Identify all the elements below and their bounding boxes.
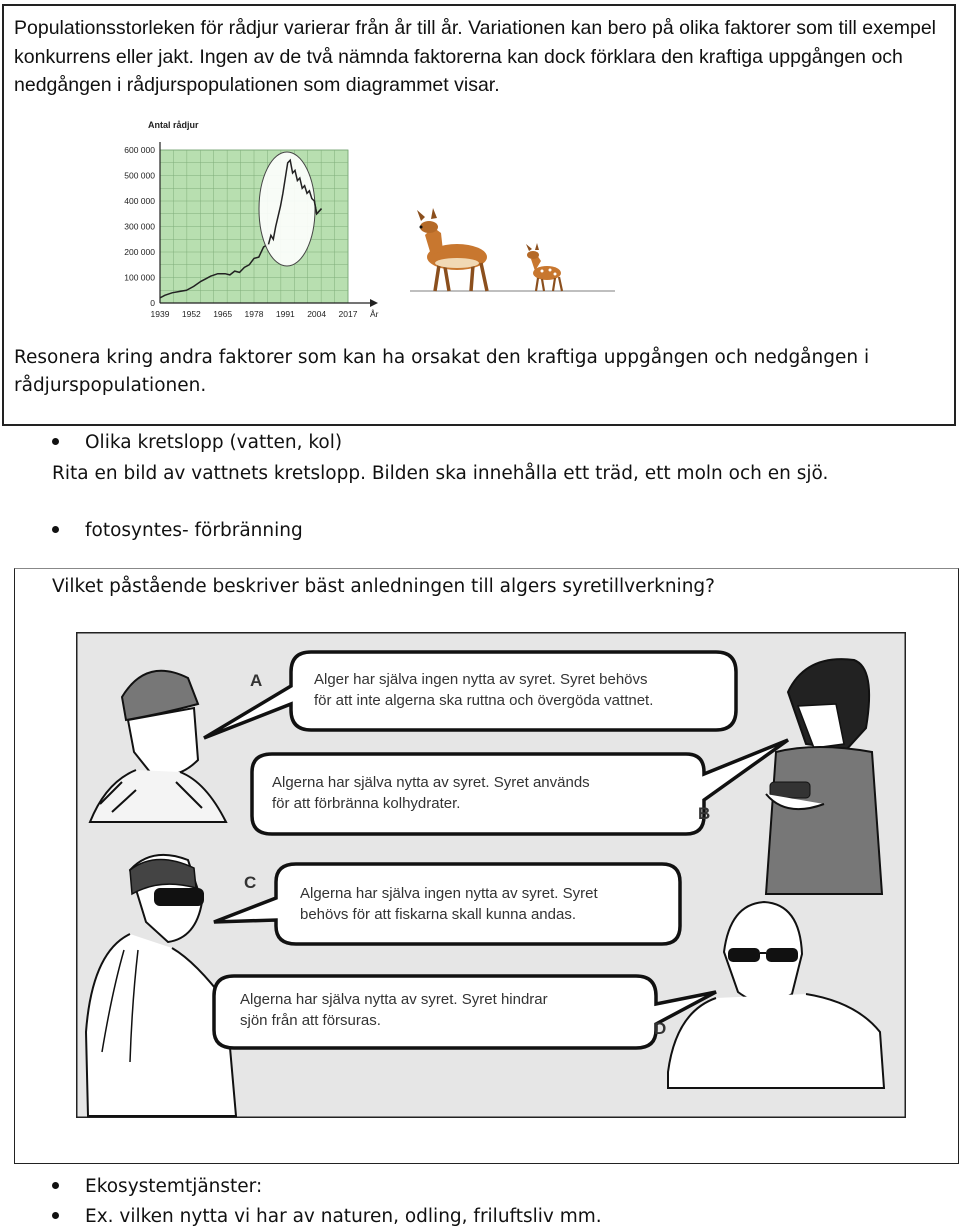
- question-text: Vilket påstående beskriver bäst anledningen till algers syretillverkning?: [52, 576, 715, 597]
- bullet-cycles-text: Olika kretslopp (vatten, kol): [85, 432, 343, 453]
- algae-oxygen-comic: [76, 632, 906, 1118]
- svg-text:för att förbränna kolhydrater.: för att förbränna kolhydrater.: [272, 795, 461, 812]
- bullet-dot: [52, 438, 59, 445]
- y-tick-label: 200 000: [124, 247, 155, 257]
- bullet-example: [52, 1206, 602, 1227]
- bullet-photosynthesis-text: fotosyntes- förbränning: [85, 520, 303, 541]
- x-tick-label: 2004: [307, 309, 327, 319]
- y-tick-label: 400 000: [124, 196, 155, 206]
- bullet-ecosystem-services-text: Ekosystemtjänster:: [85, 1176, 263, 1197]
- svg-text:Algerna har själva ingen nytta: Algerna har själva ingen nytta av syret. Syret: [300, 885, 598, 902]
- x-tick-label: 1991: [275, 309, 295, 319]
- bullet-cycles: [52, 432, 342, 453]
- speech-bubble-c: [214, 864, 680, 944]
- svg-text:sjön från att försuras.: sjön från att försuras.: [240, 1012, 381, 1029]
- y-tick-label: 100 000: [124, 272, 155, 283]
- svg-text:för att inte algerna ska ruttn: för att inte algerna ska ruttna och övergöda vattnet.: [314, 692, 654, 709]
- x-axis-arrow: [370, 299, 378, 307]
- svg-text:behövs för att fiskarna skall: behövs för att fiskarna skall kunna andas.: [300, 906, 576, 923]
- x-tick-label: 1978: [244, 309, 264, 319]
- label-d: D: [654, 1019, 667, 1038]
- y-tick-label: 0: [150, 298, 155, 308]
- y-tick-labels: [124, 145, 155, 308]
- deer-illustration: [405, 205, 620, 305]
- bullet-dot: [52, 526, 59, 533]
- doe-icon: [417, 208, 487, 291]
- speech-bubble-d: [214, 976, 716, 1048]
- bullet-example-text: Ex. vilken nytta vi har av naturen, odling, friluftsliv mm.: [85, 1206, 602, 1227]
- x-tick-label: 1939: [150, 309, 170, 319]
- bullet-ecosystem-services: [52, 1176, 262, 1197]
- svg-text:Algerna har själva nytta av sy: Algerna har själva nytta av syret. Syret används: [272, 774, 590, 791]
- x-axis-label: År: [370, 309, 379, 319]
- reason-text: Resonera kring andra faktorer som kan ha orsakat den kraftiga uppgången och nedgången i rådjurspopulationen.: [14, 347, 870, 396]
- deer-population-chart: [108, 112, 388, 328]
- svg-text:Algerna har själva nytta av sy: Algerna har själva nytta av syret. Syret hindrar: [240, 991, 548, 1008]
- y-tick-label: 500 000: [124, 170, 155, 181]
- instruction-text: Rita en bild av vattnets kretslopp. Bilden ska innehålla ett träd, ett moln och en sjö.: [52, 463, 829, 484]
- svg-text:Alger har själva ingen nytta a: Alger har själva ingen nytta av syret. Syret behövs: [314, 671, 648, 688]
- bullet-dot: [52, 1182, 59, 1189]
- intro-text: Populationsstorleken för rådjur varierar från år till år. Variationen kan bero på olika faktorer som till exempel konkurrens eller jakt. Ingen av de två nämnda faktorerna kan dock förklara den kraftiga uppgången och nedgången i rådjurspopulationen som diagrammet visar.: [14, 17, 936, 96]
- bullet-photosynthesis: [52, 520, 303, 541]
- label-b: B: [698, 804, 711, 823]
- x-tick-labels: [151, 309, 379, 319]
- y-axis-label: Antal rådjur: [148, 120, 199, 130]
- label-c: C: [244, 873, 257, 892]
- x-tick-label: 1965: [213, 309, 233, 319]
- y-tick-label: 600 000: [124, 145, 155, 155]
- y-tick-label: 300 000: [124, 221, 155, 232]
- x-tick-label: 2017: [338, 309, 358, 319]
- label-a: A: [250, 671, 263, 690]
- x-tick-label: 1952: [181, 309, 201, 319]
- bullet-dot: [52, 1212, 59, 1219]
- fawn-icon: [526, 243, 562, 291]
